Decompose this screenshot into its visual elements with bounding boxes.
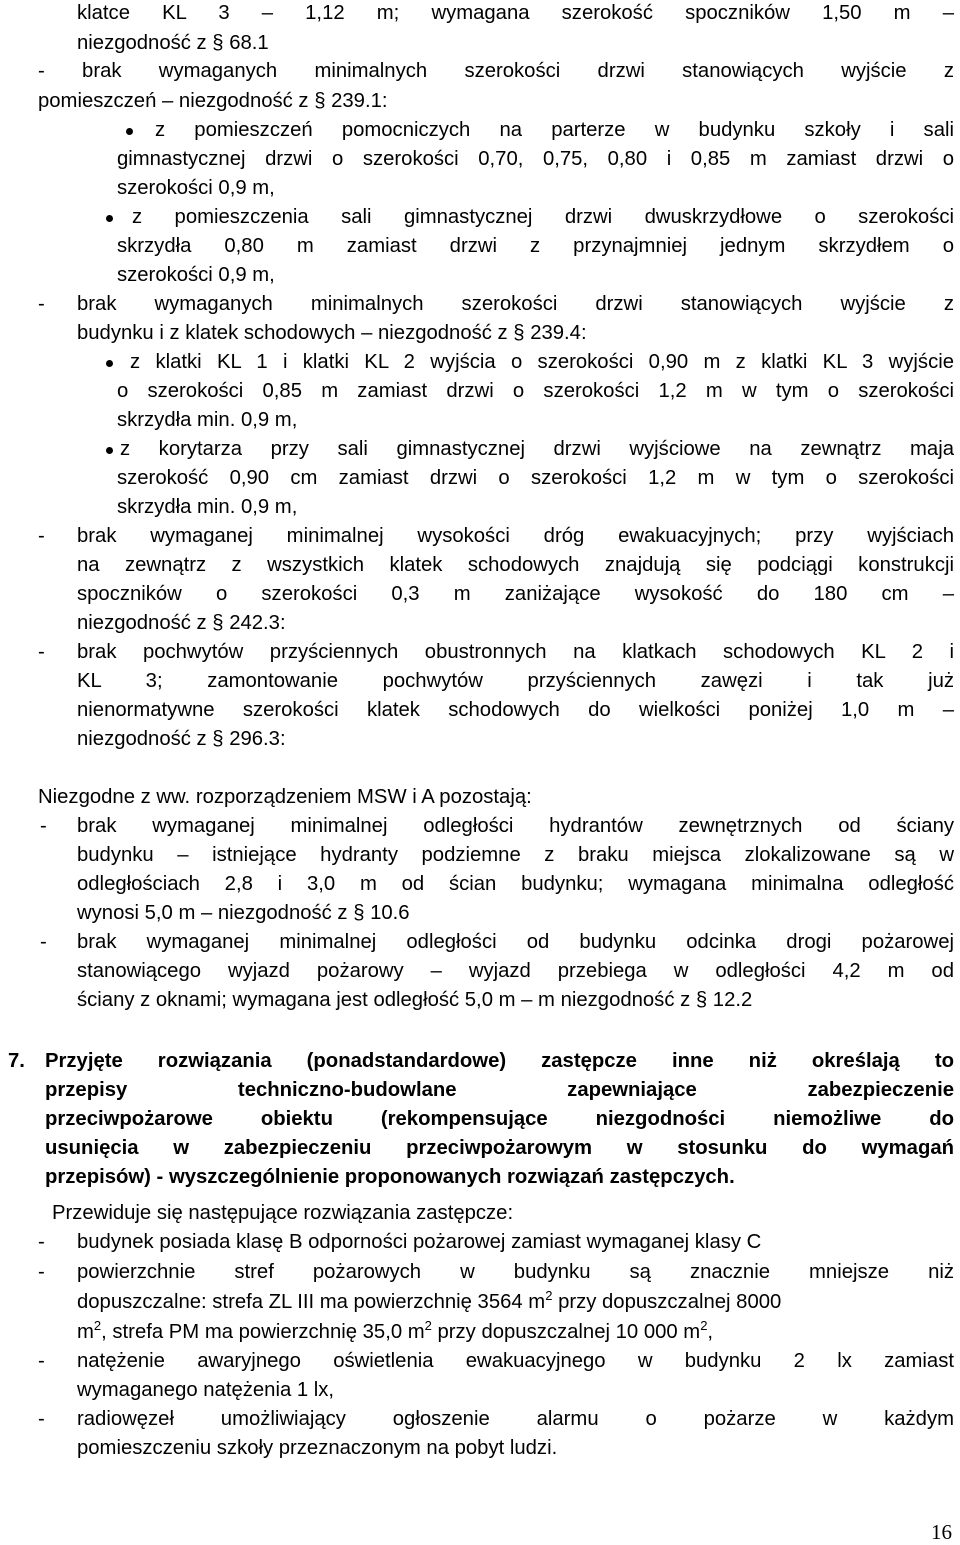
text-fragment: , strefa PM ma powierzchnię 35,0 m — [101, 1321, 425, 1343]
text-line: - brak wymaganych minimalnych szerokości drzwi stanowiących wyjście z — [38, 60, 954, 82]
bullet — [126, 128, 133, 135]
text-line: szerokość 0,90 cm zamiast drzwi o szerokości 1,2 m w tym o szerokości — [117, 467, 954, 489]
text-line: budynku i z klatek schodowych – niezgodność z § 239.4: — [77, 322, 587, 344]
text-line: z klatki KL 1 i klatki KL 2 wyjścia o szerokości 0,90 m z klatki KL 3 wyjście — [130, 351, 954, 373]
text-line: brak wymaganej minimalnej wysokości dróg ewakuacyjnych; przy wyjściach — [77, 525, 954, 547]
text-line: radiowęzeł umożliwiający ogłoszenie alarmu o pożarze w każdym — [77, 1408, 954, 1430]
text-line: pomieszczeniu szkoły przeznaczonym na pobyt ludzi. — [77, 1437, 558, 1459]
text-line: z pomieszczenia sali gimnastycznej drzwi dwuskrzydłowe o szerokości — [132, 206, 954, 228]
text-line — [77, 1320, 713, 1344]
superscript: 2 — [545, 1288, 553, 1303]
text-line: na zewnątrz z wszystkich klatek schodowych znajdują się podciągi konstrukcji — [77, 554, 954, 576]
text-line: pomieszczeń – niezgodność z § 239.1: — [38, 90, 388, 112]
bullet — [106, 215, 113, 222]
text-line: odległościach 2,8 i 3,0 m od ścian budynku; wymagana minimalna odległość — [77, 873, 954, 895]
text-line: budynku – istniejące hydranty podziemne z braku miejsca zlokalizowane są w — [77, 844, 954, 866]
text-line: skrzydła 0,80 m zamiast drzwi z przynajmniej jednym skrzydłem o — [117, 235, 954, 257]
text-line: brak wymaganej minimalnej odległości od budynku odcinka drogi pożarowej — [77, 931, 954, 953]
list-dash: - — [40, 931, 47, 953]
text-line: stanowiącego wyjazd pożarowy – wyjazd przebiega w odległości 4,2 m od — [77, 960, 954, 982]
text-line: brak wymaganej minimalnej odległości hydrantów zewnętrznych od ściany — [77, 815, 954, 837]
text-fragment: przy dopuszczalnej 8000 — [552, 1291, 782, 1313]
list-dash: - — [38, 1408, 45, 1430]
list-dash: - — [38, 293, 45, 315]
text-line: gimnastycznej drzwi o szerokości 0,70, 0,75, 0,80 i 0,85 m zamiast drzwi o — [117, 148, 954, 170]
list-dash: - — [38, 1231, 45, 1253]
page-number: 16 — [931, 1520, 952, 1544]
superscript: 2 — [424, 1318, 432, 1333]
text-fragment: , — [707, 1321, 714, 1343]
text-line: brak wymaganych minimalnych szerokości drzwi stanowiących wyjście z — [77, 293, 954, 315]
text-fragment: m — [77, 1321, 94, 1343]
text-line: niezgodność z § 242.3: — [77, 612, 286, 634]
text-line: szerokości 0,9 m, — [117, 264, 275, 286]
text-line: wynosi 5,0 m – niezgodność z § 10.6 — [77, 902, 410, 924]
list-dash: - — [40, 815, 47, 837]
section-heading-line: usunięcia w zabezpieczeniu przeciwpożarowym w stosunku do wymagań — [45, 1137, 954, 1159]
text-line: ściany z oknami; wymagana jest odległość 5,0 m – m niezgodność z § 12.2 — [77, 989, 753, 1011]
superscript: 2 — [93, 1318, 102, 1333]
text-line: powierzchnie stref pożarowych w budynku są znacznie mniejsze niż — [77, 1261, 954, 1283]
list-dash: - — [38, 1350, 45, 1372]
text-line: wymaganego natężenia 1 lx, — [77, 1379, 335, 1401]
list-dash: - — [38, 1261, 45, 1283]
section-heading-line: przepisów) - wyszczególnienie proponowanych rozwiązań zastępczych. — [45, 1166, 735, 1188]
text-line: brak pochwytów przyściennych obustronnych na klatkach schodowych KL 2 i — [77, 641, 954, 663]
text-line — [77, 1290, 781, 1314]
list-dash: - — [38, 641, 45, 663]
text-fragment: dopuszczalne: strefa ZL III ma powierzchnię 3564 m — [77, 1291, 546, 1313]
bullet — [106, 360, 113, 367]
section-number: 7. — [8, 1050, 25, 1072]
text-line: szerokości 0,9 m, — [117, 177, 275, 199]
text-fragment: przy dopuszczalnej 10 000 m — [431, 1321, 701, 1343]
text-line: natężenie awaryjnego oświetlenia ewakuacyjnego w budynku 2 lx zamiast — [77, 1350, 954, 1372]
text-line: nienormatywne szerokości klatek schodowych do wielkości poniżej 1,0 m – — [77, 699, 954, 721]
text-line: skrzydła min. 0,9 m, — [117, 409, 298, 431]
superscript: 2 — [700, 1318, 708, 1333]
text-line: klatce KL 3 – 1,12 m; wymagana szerokość spoczników 1,50 m – — [77, 2, 954, 24]
text-line: niezgodność z § 296.3: — [77, 728, 286, 750]
text-line: z pomieszczeń pomocniczych na parterze w budynku szkoły i sali — [155, 119, 954, 141]
bullet — [106, 447, 113, 454]
text-line: budynek posiada klasę B odporności pożarowej zamiast wymaganej klasy C — [77, 1231, 762, 1253]
section-heading-line: przepisy techniczno-budowlane zapewniające zabezpieczenie — [45, 1079, 954, 1101]
section-intro: Przewiduje się następujące rozwiązania zastępcze: — [52, 1202, 514, 1224]
section-intro: Niezgodne z ww. rozporządzeniem MSW i A pozostają: — [38, 786, 532, 808]
section-heading-line: Przyjęte rozwiązania (ponadstandardowe) zastępcze inne niż określają to — [45, 1050, 954, 1072]
text-line: spoczników o szerokości 0,3 m zaniżające wysokość do 180 cm – — [77, 583, 954, 605]
text-line: KL 3; zamontowanie pochwytów przyściennych zawęzi i tak już — [77, 670, 954, 692]
text-line: niezgodność z § 68.1 — [77, 32, 269, 54]
text-line: o szerokości 0,85 m zamiast drzwi o szerokości 1,2 m w tym o szerokości — [117, 380, 954, 402]
text-line: z korytarza przy sali gimnastycznej drzwi wyjściowe na zewnątrz maja — [120, 438, 954, 460]
section-heading-line: przeciwpożarowe obiektu (rekompensujące niezgodności niemożliwe do — [45, 1108, 954, 1130]
list-dash: - — [38, 525, 45, 547]
text-line: skrzydła min. 0,9 m, — [117, 496, 298, 518]
